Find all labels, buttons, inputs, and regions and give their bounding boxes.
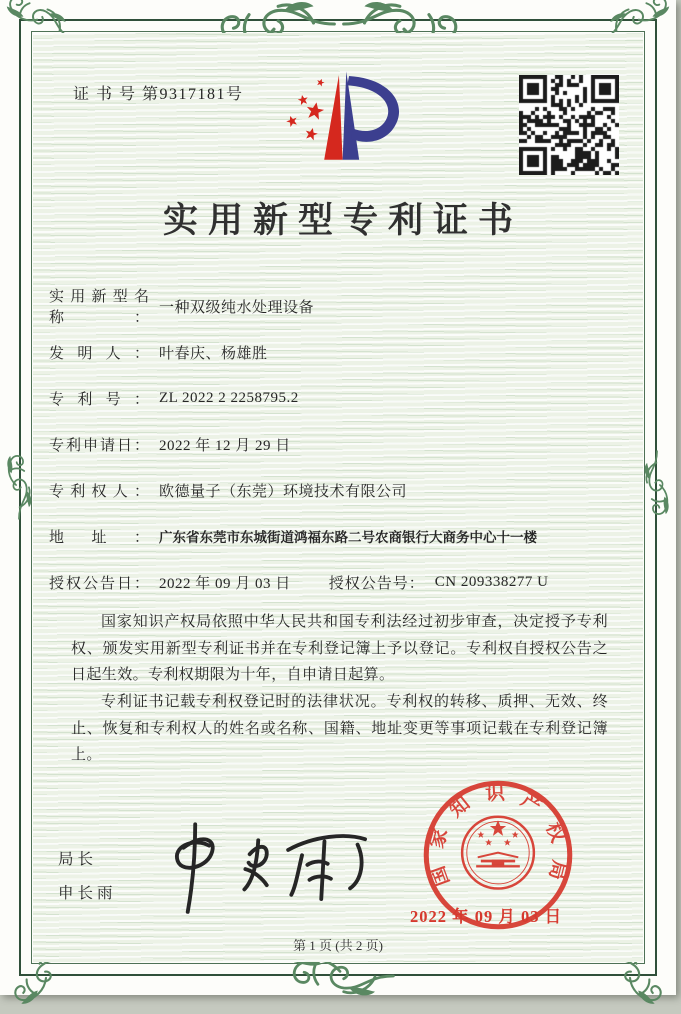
- legal-text: [71, 609, 608, 769]
- field-label: 地址：: [49, 529, 149, 546]
- legal-paragraph-2: 专利证书记载专利权登记时的法律状况。专利权的转移、质押、无效、终止、恢复和专利权人的姓名或名称、国籍、地址变更等事项记载在专利登记簿上。: [71, 694, 608, 764]
- grant-number-label: 授权公告号：: [328, 575, 425, 592]
- field-row-grant: [49, 559, 629, 605]
- field-row-filing-date: [49, 421, 629, 467]
- field-label: 实用新型名称：: [49, 289, 149, 326]
- border-ornament-right-middle: [642, 450, 672, 520]
- field-label: 发明人：: [49, 345, 149, 362]
- field-row-name: [49, 283, 629, 329]
- field-row-address: [49, 513, 629, 559]
- seal-ring-text: 国家知识产权局: [426, 783, 570, 889]
- field-row-patentee: [49, 467, 629, 513]
- field-value: 2022 年 12 月 29 日: [159, 437, 291, 454]
- qr-code: [519, 75, 619, 175]
- certificate-body: [33, 33, 643, 962]
- field-value: ZL 2022 2 2258795.2: [159, 389, 299, 406]
- legal-paragraph-1: 国家知识产权局依照中华人民共和国专利法经过初步审查，决定授予专利权、颁发实用新型专利证书并在专利登记簿上予以登记。专利权自授权公告之日起生效。专利权期限为十年，自申请日起算。: [71, 614, 608, 684]
- signature-block: [58, 843, 117, 911]
- certificate-title: 实用新型专利证书: [162, 201, 523, 240]
- handwritten-signature-icon: [145, 817, 380, 917]
- national-emblem: [462, 817, 534, 889]
- grant-number-value: CN 209338277 U: [434, 573, 549, 590]
- field-label: 专利权人：: [49, 483, 149, 500]
- cnipa-red-seal-icon: [410, 777, 576, 933]
- field-list: [49, 283, 629, 605]
- certificate-number: 证 书 号 第9317181号: [73, 86, 244, 103]
- field-row-inventors: [49, 329, 629, 375]
- seal-date: 2022 年 09 月 03 日: [410, 907, 563, 926]
- field-value: 广东省东莞市东城街道鸿福东路二号农商银行大商务中心十一楼: [159, 530, 537, 545]
- field-value: 一种双级纯水处理设备: [159, 299, 315, 316]
- page-number: 第 1 页 (共 2 页): [293, 938, 383, 953]
- commissioner-title: 局长: [58, 851, 98, 868]
- commissioner-name: 申长雨: [58, 885, 117, 902]
- field-label: 授权公告日：: [49, 575, 149, 592]
- field-row-patent-number: [49, 375, 629, 421]
- border-ornament-left-middle: [4, 450, 34, 520]
- grant-date-value: 2022 年 09 月 03 日: [159, 575, 291, 592]
- field-label: 专利申请日：: [49, 437, 149, 454]
- svg-text:国家知识产权局: [425, 781, 571, 889]
- field-label: 专利号：: [49, 391, 149, 408]
- field-value: 欧德量子（东莞）环境技术有限公司: [159, 483, 408, 500]
- field-value: 叶春庆、杨雄胜: [159, 345, 268, 362]
- cnipa-logo-icon: [269, 63, 407, 171]
